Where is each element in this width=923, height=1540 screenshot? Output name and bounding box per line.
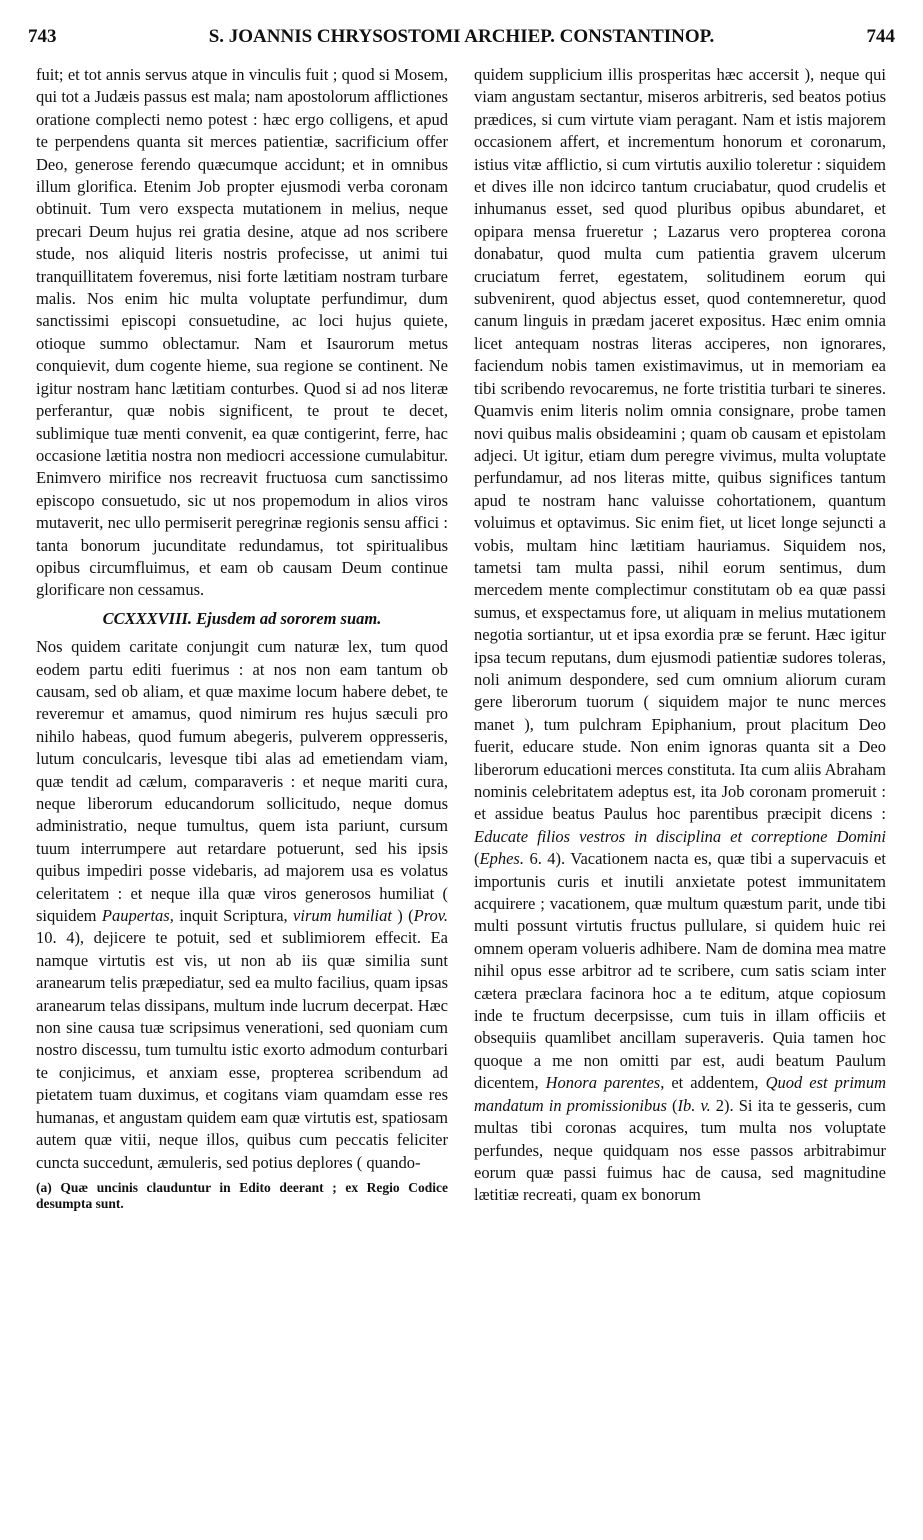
left-paragraph-1: fuit; et tot annis servus atque in vinculis fuit ; quod si Mosem, qui tot a Judæis passus est mala; nam apostolorum afflictiones oratione complecti nemo potest : hæc ergo colligens, et apud te perpendens quanta sit merces patientiæ, sacrificium offer Deo, generose ferendo quæcumque accidunt; et in omnibus illum glorifica. Etenim Job propter ejusmodi verba coronam obtinuit. Tum vero exspecta mutationem in melius, neque precari Deum hujus rei gratia desine, atque ad nos scribere stude, nos aliquid literis nostris profecisse, ut animi tui tranquillitatem foveremus, nisi forte lætitiam nostram turbare malis. Nos enim hic multa voluptate perfundimur, dum sanctissimi episcopi consuetudine, ac loci hujus quiete, otioque summo oblectamur. Nam et Isaurorum metus conquievit, dum cogente hieme, sua regione se continent. Ne igitur nostram hanc lætitiam conturbes. Quod si ad nos literæ perferantur, quæ nobis significent, te prout te decet, sublimique tuæ menti convenit, ea quæ contigerint, ferre, hac occasione lætitia nostra non mediocri accessione cumulabitur. Enimvero mirifice nos recreavit fructuosa cum sanctissimo episcopo consuetudo, sic ut nos propemodum in alios viros mutaverit, nec ullo permiserit peregrinæ regionis sensu affici : tanta bonorum jucunditate redundamus, tot spiritualibus opibus circumfluimus, et eam ob causam Deum continue glorificare non cessamus. [36,65,448,600]
running-header [28,26,895,56]
text-span: 6. 4). Vacationem nacta es, quæ tibi a supervacuis et importunis curis et inutili anxietate potest immunitatem acquirere ; vacationem, quæ multum quæstum parit, unde tibi multi possunt virtutis fructus pullulare, si quidem huic rei omnem operam volueris adhibere. Nam de domina mea matre nihil opus esse arbitror ad te scribere, cum satis sciam inter cætera præclara facinora hoc a te editum, atque copiosum inde te fructum decerpsisse, cum tuis in illam officiis et obsequiis quamlibet ancillam superaveris. Quia tamen hoc quoque a me non omitti par est, audi beatum Paulum dicentem, [474,849,886,1093]
text-span: , et addentem, [660,1073,766,1093]
citation-ref: Ib. v. [677,1095,711,1115]
page-number-left: 743 [28,26,57,47]
left-paragraph-2 [36,636,448,1174]
citation: Educate filios vestros in disciplina et correptione Domini [474,826,886,846]
text-span: Nos quidem caritate conjungit cum naturæ lex, tum quod eodem partu editi fuerimus : at nos non eam tantum ob causam, sed ob aliam, et quæ maxime locum habere debet, te reveremur et amamus, quod nimirum res hujus sæculi pro nihilo habeas, quod fumum abegeris, pulverem oppresseris, lutum conculcaris, levesque tibi alas ad emetiendam viam, quæ tendit ad cælum, comparaveris : et neque mariti cura, neque liberorum educandorum sollicitudo, neque domus administratio, neque tumultus, quem ista pariunt, cursum tuum interrumpere aut retardare potuerunt, sed his ipsis quibus impediri posse videbaris, ad majorem usa es volatus celeritatem : et neque illa quæ viros generosos humiliat ( siquidem [36,637,448,926]
text-span: ( [666,1095,678,1115]
footnote: (a) Quæ uncinis clauduntur in Edito deerant ; ex Regio Codice desumpta sunt. [36,1179,448,1211]
right-paragraph-1 [474,64,886,1207]
citation: Honora parentes [545,1073,661,1093]
left-column [36,64,448,1212]
text-span: ) ( [391,906,414,926]
citation: Paupertas, [101,906,180,926]
text-span: 2). Si ita te gesseris, cum multas tibi coronas acquires, tum multa nos voluptate perfundes, neque quidquam nos esse passos arbitrabimur eorum quæ passi fuimus hac de causa, sed magnitudine lætitiæ recreati, quam ex bonorum [474,1095,887,1205]
citation: virum humiliat [293,906,392,926]
text-span: quidem supplicium illis prosperitas hæc accersit ), neque qui viam angustam sectantur, miseros arbitreris, sed beatos potius prædices, si cum virtute viam peragant. Nam et istis majorem occasionem affert, et incrementum honorum et coronarum, istius vitæ afflictio, si cum virtutis auxilio toleretur : siquidem et dives ille non idcirco tantum cruciabatur, quod crudelis et inhumanus esset, sed quod pluribus opibus abundaret, et opipara mensa frueretur ; Lazarus vero propterea corona donabatur, quod multa cum patientia gravem ulcerum cruciatum ferret, egestatem, solitudinem eorum qui subvenirent, quod abjectus esset, quod contemneretur, quod canum linguis in prædam jaceret expositus. Hæc enim omnia licet antequam nostras literas acciperes, non ignorares, faciendum nobis tamen existimavimus, ut in memoriam ea tibi scribendo revocaremus, ne forte tristitia turbari te sineres. Quamvis enim literis nolim omnia consignare, probe tamen novi quibus malis obsideamini ; quam ob causam et epistolam adjeci. Ut igitur, etiam dum peregre vivimus, multa voluptate perfundamur, ad nos literas mitte, quibus significes tantum apud te nostram hanc valuisse cohortationem, quantum voluimus et optavimus. Sic enim fiet, ut licet longe sejuncti a vobis, multam hinc lætitiam hauriamus. Siquidem nos, tametsi tam multa passi, nihil eorum sentimus, dum mercedem mente complectimur constitutam ob ea quæ passi sumus, et exspectamus fore, ut aliquam in melius mutationem negotia sortiantur, ut et ipsa exordia præ se ferunt. Hæc igitur ipsa tecum reputans, dum ejusmodi patientiæ sudores toleras, noli animum despondere, sed cum omnium aliorum curam gere liberorum tuorum ( siquidem major te nunc merces manet ), tum pulchram Epiphanium, prout placitum Deo fuerit, educare stude. Non enim ignoras quanta sit a Deo liberorum educationi merces constituta. Ita cum aliis Abraham nominis celebritatem adeptus est, ita Job coronam promeruit : et assidue beatus Paulus hoc parentibus præcipit dicens : [474,65,886,824]
letter-heading: CCXXXVIII. Ejusdem ad sororem suam. [102,608,382,628]
running-title: S. JOANNIS CHRYSOSTOMI ARCHIEP. CONSTANTINOP. [208,26,715,47]
citation: Quod est primum mandatum in promissionibus [474,1073,886,1115]
text-span: ( [474,849,480,869]
text-span: 10. 4), dejicere te potuit, sed et sublimiorem effecit. Ea namque virtutis est vis, ut non ab iis quæ similia sunt aranearum telis præpediatur, sed ea multo facilius, quam ipsas aranearum telas dissipans, multum inde lucrum decerpat. Hæc non sine causa tuæ scripsimus venerationi, sed quoniam cum nostro discessu, tum tumultu istic exorto admodum conturbari te conjicimus, et anxiam esse, propterea scribendum ad pietatem tuam duximus, et cogitans viam quamdam esse res humanas, et angustam quidem eam quæ virtutis est, spatiosam autem quæ vitii, neque illos, quibus cum peccatis feliciter cuncta succedunt, æmuleris, sed potius deplores ( quando- [36,928,448,1172]
text-span: inquit Scriptura, [179,906,294,926]
right-column [474,64,886,1207]
page-number-right: 744 [866,26,895,47]
citation-ref: Ephes. [479,849,524,869]
citation-ref: Prov. [413,906,449,926]
